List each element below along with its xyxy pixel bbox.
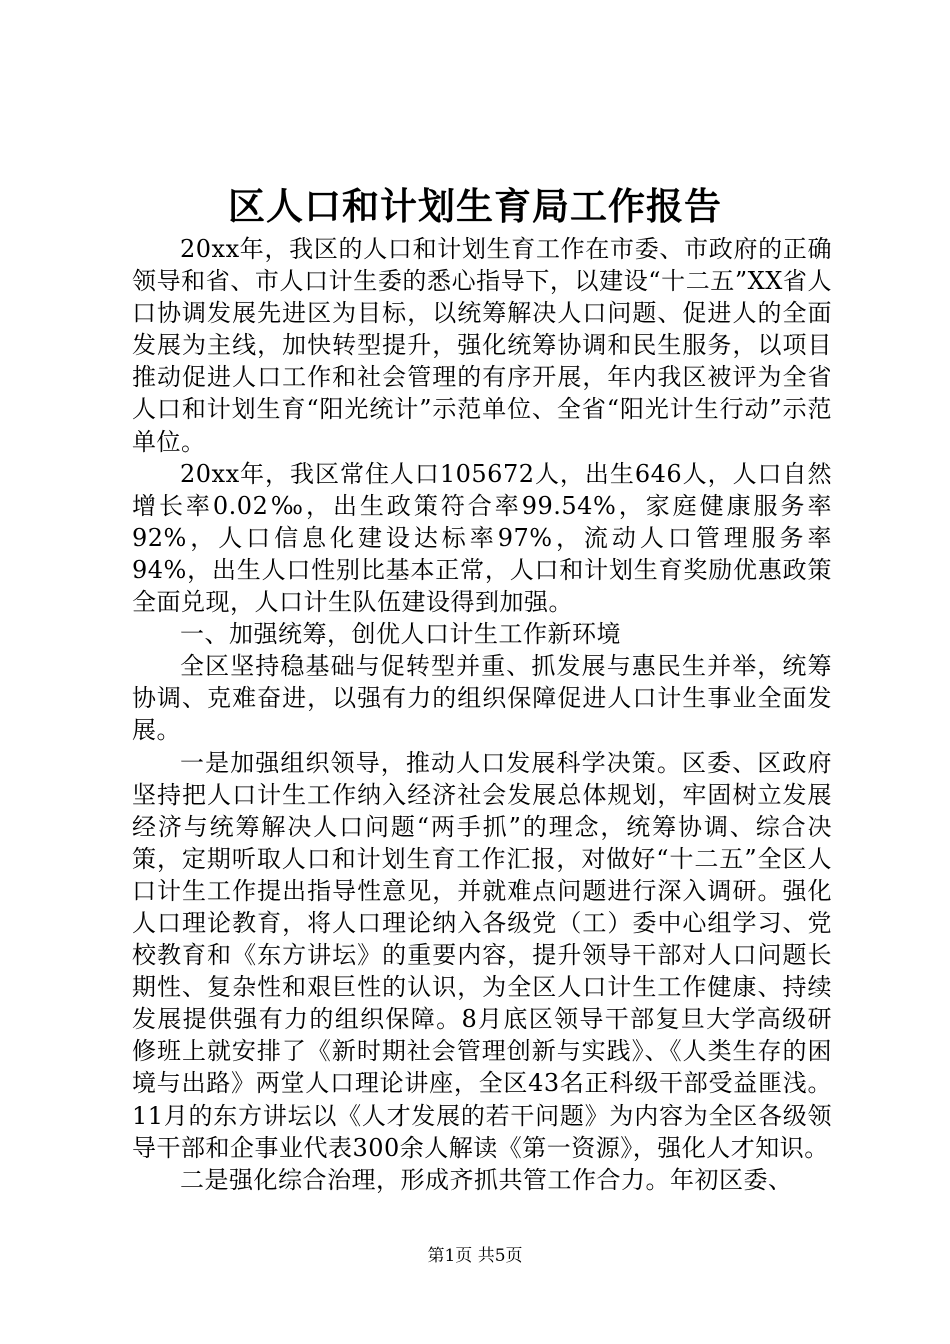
paragraph-intro: 20xx年，我区的人口和计划生育工作在市委、市政府的正确领导和省、市人口计生委的悉心指导下，以建设“十二五”XX省人口协调发展先进区为目标，以统筹解决人口问题、促进人的全面发展为主线，加快转型提升，强化统筹协调和民生服务，以项目推动促进人口工作和社会管理的有序开展，年内我区被评为全省人口和计划生育“阳光统计”示范单位、全省“阳光计生行动”示范单位。 [132, 235, 832, 456]
section-heading-1: 一、加强统筹，创优人口计生工作新环境 [180, 620, 621, 649]
paragraph-statistics: 20xx年，我区常住人口105672人，出生646人，人口自然增长率0.02‰，出生政策符合率99.54%，家庭健康服务率92%，人口信息化建设达标率97%，流动人口管理服务率94%，出生人口性别比基本正常，人口和计划生育奖励优惠政策全面兑现，人口计生队伍建设得到加强。 [132, 459, 832, 617]
document-body [132, 233, 832, 1196]
document-title: 区人口和计划生育局工作报告 [228, 184, 722, 228]
paragraph-comprehensive-governance: 二是强化综合治理，形成齐抓共管工作合力。年初区委、 [180, 1165, 793, 1194]
paragraph-organization-leadership: 一是加强组织领导，推动人口发展科学决策。区委、区政府坚持把人口计生工作纳入经济社会发展总体规划，牢固树立发展经济与统筹解决人口问题“两手抓”的理念，统筹协调、综合决策，定期听取人口和计划生育工作汇报，对做好“十二五”全区人口计生工作提出指导性意见，并就难点问题进行深入调研。强化人口理论教育，将人口理论纳入各级党（工）委中心组学习、党校教育和《东方讲坛》的重要内容，提升领导干部对人口问题长期性、复杂性和艰巨性的认识，为全区人口计生工作健康、持续发展提供强有力的组织保障。8月底区领导干部复旦大学高级研修班上就安排了《新时期社会管理创新与实践》、《人类生存的困境与出路》两堂人口理论讲座，全区43名正科级干部受益匪浅。11月的东方讲坛以《人才发展的若干问题》为内容为全区各级领导干部和企事业代表300余人解读《第一资源》，强化人才知识。 [132, 748, 832, 1162]
paragraph-section-1-intro: 全区坚持稳基础与促转型并重、抓发展与惠民生并举，统筹协调、克难奋进，以强有力的组织保障促进人口计生事业全面发展。 [132, 652, 832, 745]
page-number-footer: 第1页 共5页 [427, 1246, 523, 1266]
